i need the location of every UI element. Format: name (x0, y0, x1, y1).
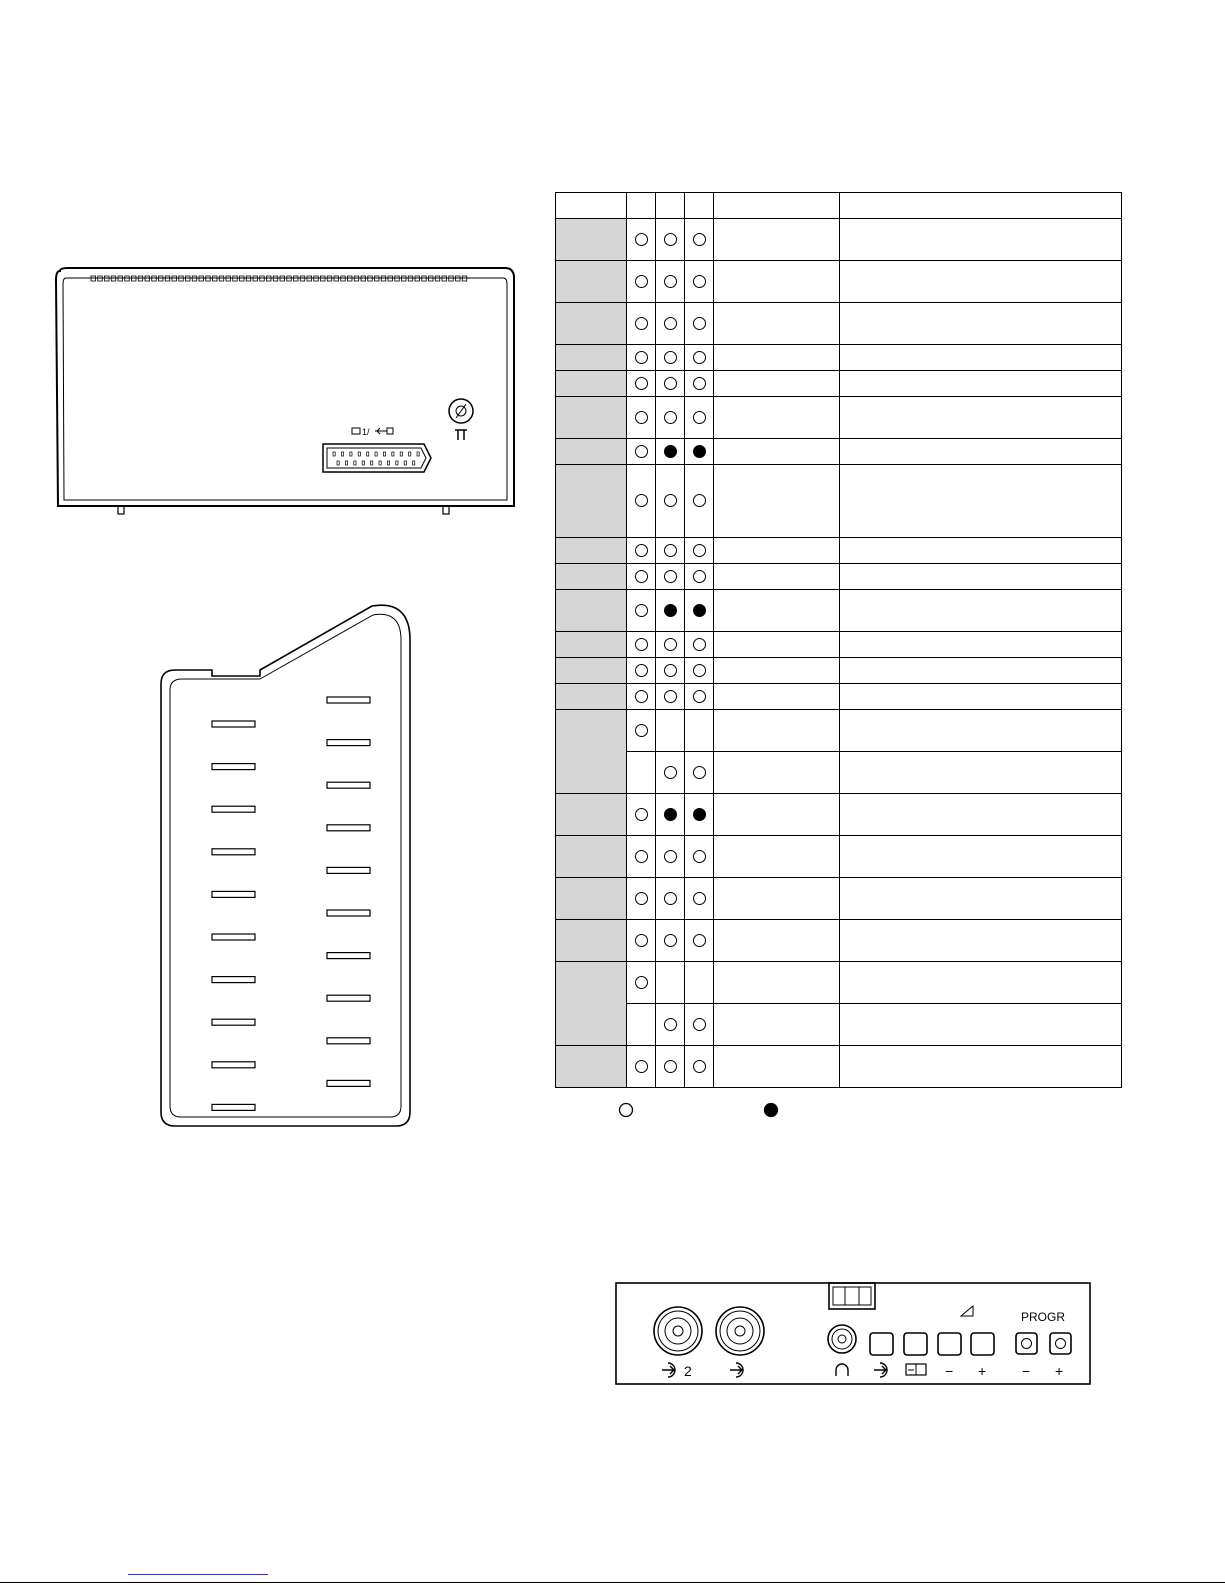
headphone-icon (836, 1364, 848, 1376)
volume-plus-label: + (978, 1363, 987, 1379)
volume-up-button[interactable] (971, 1333, 994, 1355)
input-select-button[interactable] (870, 1333, 893, 1355)
input-icon (730, 1363, 743, 1377)
input-select-icon (874, 1363, 887, 1377)
volume-minus-label: − (945, 1363, 954, 1379)
progr-label: PROGR (1021, 1310, 1066, 1324)
input-2-icon (662, 1363, 692, 1379)
program-minus-label: − (1022, 1363, 1031, 1379)
volume-icon (961, 1306, 973, 1316)
video-input-2-jack[interactable] (654, 1307, 702, 1355)
menu-button[interactable] (904, 1333, 927, 1355)
footer-link-underline[interactable] (128, 1574, 268, 1575)
input-2-number: 2 (684, 1363, 692, 1379)
volume-down-button[interactable] (938, 1333, 961, 1355)
audio-input-jack[interactable] (716, 1307, 764, 1355)
program-plus-label: + (1055, 1363, 1064, 1379)
scart-label-text: 1/ (362, 427, 370, 437)
headphone-jack[interactable] (828, 1325, 856, 1353)
power-switch-icon (829, 1283, 875, 1309)
program-down-button[interactable] (1016, 1333, 1037, 1354)
menu-icon (906, 1364, 926, 1375)
program-up-button[interactable] (1050, 1333, 1071, 1354)
footer-rule (0, 1582, 1225, 1583)
